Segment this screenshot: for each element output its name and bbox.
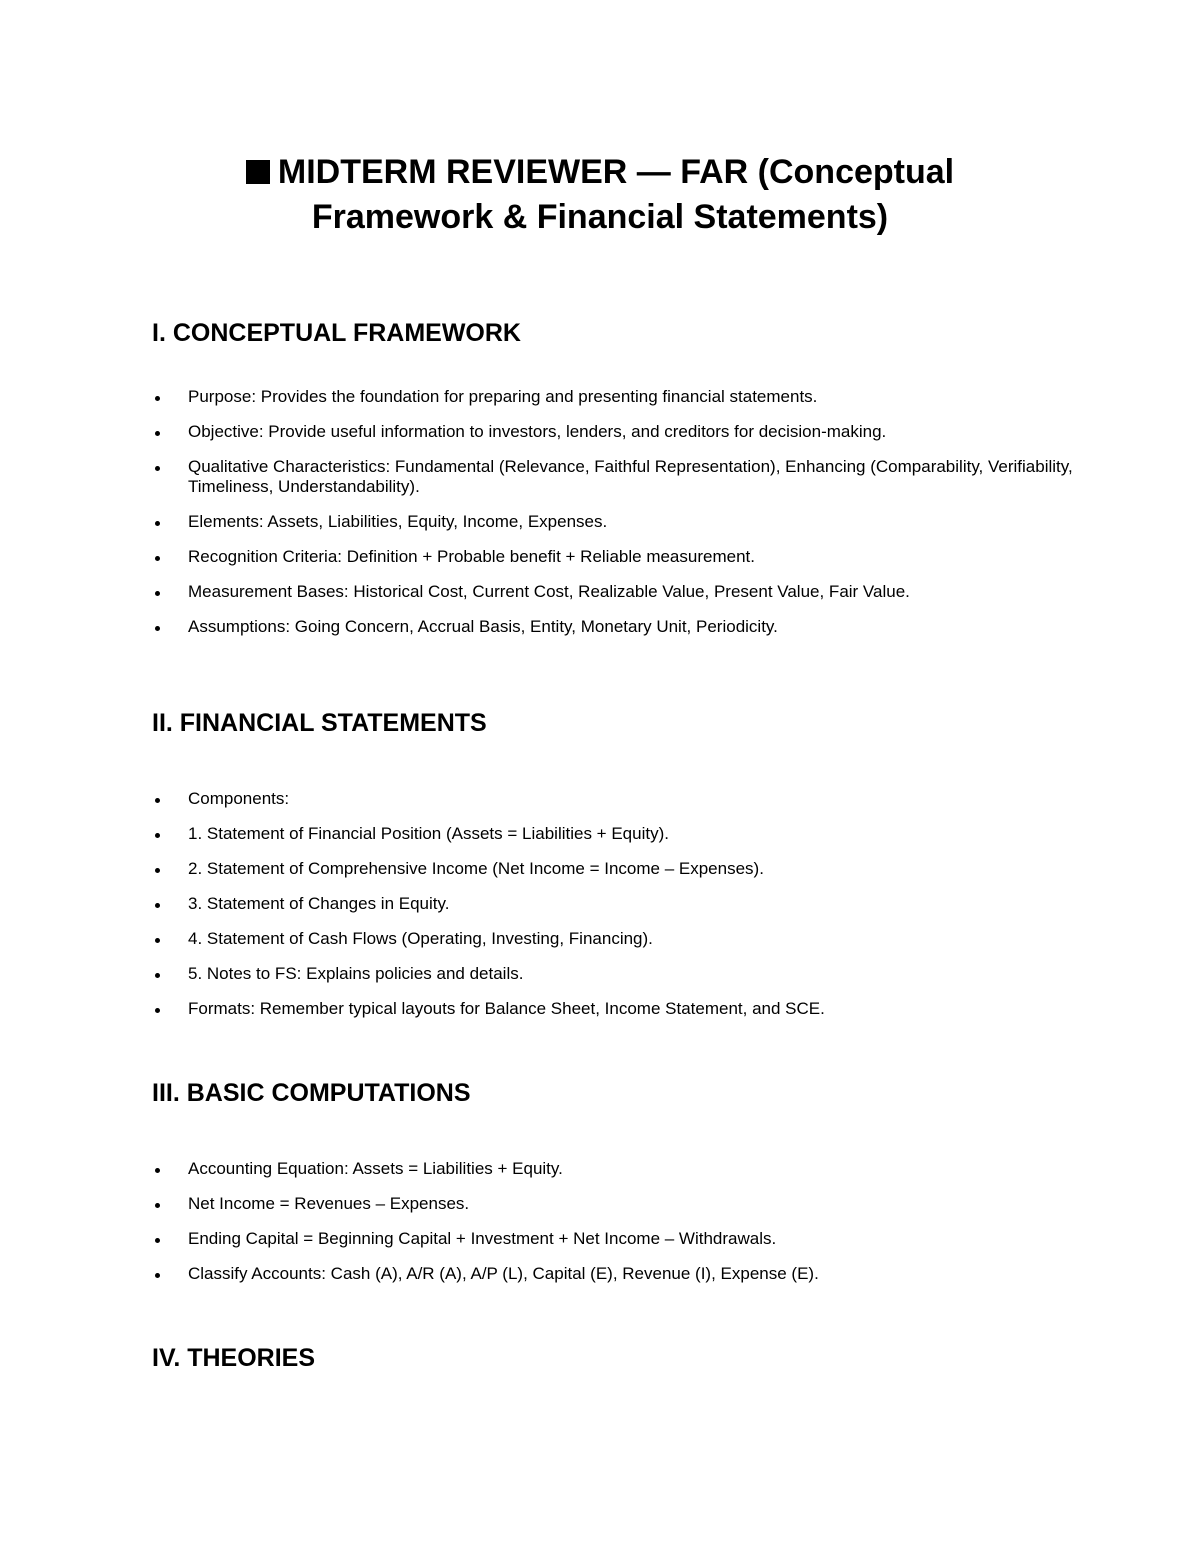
bullet-icon: [155, 466, 160, 471]
list-item: [152, 582, 1092, 602]
list-item: [152, 617, 1092, 637]
list-item: [152, 789, 1092, 809]
bullet-icon: [155, 626, 160, 631]
bullet-icon: [155, 973, 160, 978]
section-financial-statements: [152, 707, 1092, 1034]
bullet-icon: [155, 431, 160, 436]
section-heading: I. CONCEPTUAL FRAMEWORK: [152, 319, 521, 347]
bullet-list: [152, 387, 1092, 637]
bullet-icon: [155, 938, 160, 943]
list-item: [152, 1229, 1092, 1249]
bullet-icon: [155, 1203, 160, 1208]
list-item: [152, 422, 1092, 442]
list-item-text: Objective: Provide useful information to investors, lenders, and creditors for decision-making.: [188, 422, 887, 441]
list-item: [152, 824, 1092, 844]
list-item: [152, 964, 1092, 984]
bullet-icon: [155, 1238, 160, 1243]
list-item-text: Qualitative Characteristics: Fundamental (Relevance, Faithful Representation), Enhancing (Comparability, Verifiability, Timeliness, Understandability).: [188, 457, 1073, 496]
bullet-list: [152, 789, 1092, 1019]
title-line-2: Framework & Financial Statements): [311, 198, 889, 236]
bullet-list: [152, 1159, 1092, 1284]
list-item-text: Net Income = Revenues – Expenses.: [188, 1194, 470, 1213]
list-item: [152, 1264, 1092, 1284]
list-item-text: Recognition Criteria: Definition + Probable benefit + Reliable measurement.: [188, 547, 755, 566]
document-title: [0, 150, 1200, 240]
list-item-text: Assumptions: Going Concern, Accrual Basis, Entity, Monetary Unit, Periodicity.: [188, 617, 778, 636]
section-theories: [152, 1342, 1092, 1374]
list-item: [152, 547, 1092, 567]
bullet-icon: [155, 798, 160, 803]
list-item-text: 1. Statement of Financial Position (Assets = Liabilities + Equity).: [188, 824, 669, 843]
bullet-icon: [155, 903, 160, 908]
bullet-icon: [155, 1273, 160, 1278]
list-item-text: Measurement Bases: Historical Cost, Current Cost, Realizable Value, Present Value, Fair Value.: [188, 582, 910, 601]
title-line-1: MIDTERM REVIEWER — FAR (Conceptual: [277, 153, 955, 191]
list-item-text: 3. Statement of Changes in Equity.: [188, 894, 450, 913]
list-item: [152, 512, 1092, 532]
list-item: [152, 1194, 1092, 1214]
list-item-text: Formats: Remember typical layouts for Balance Sheet, Income Statement, and SCE.: [188, 999, 825, 1018]
black-square-icon: [246, 160, 270, 184]
list-item-text: Components:: [188, 789, 290, 808]
section-conceptual-framework: [152, 317, 1092, 652]
bullet-icon: [155, 1008, 160, 1013]
bullet-icon: [155, 396, 160, 401]
list-item-text: Classify Accounts: Cash (A), A/R (A), A/P (L), Capital (E), Revenue (I), Expense (E).: [188, 1264, 819, 1283]
section-heading: IV. THEORIES: [152, 1344, 316, 1372]
bullet-icon: [155, 521, 160, 526]
list-item: [152, 999, 1092, 1019]
bullet-icon: [155, 868, 160, 873]
list-item: [152, 387, 1092, 407]
list-item-text: Accounting Equation: Assets = Liabilities + Equity.: [188, 1159, 563, 1178]
list-item-text: 4. Statement of Cash Flows (Operating, Investing, Financing).: [188, 929, 653, 948]
section-heading: II. FINANCIAL STATEMENTS: [152, 709, 487, 737]
list-item: [152, 859, 1092, 879]
list-item-text: Ending Capital = Beginning Capital + Investment + Net Income – Withdrawals.: [188, 1229, 777, 1248]
bullet-icon: [155, 1168, 160, 1173]
list-item: [152, 894, 1092, 914]
list-item-text: 2. Statement of Comprehensive Income (Net Income = Income – Expenses).: [188, 859, 764, 878]
bullet-icon: [155, 556, 160, 561]
section-heading: III. BASIC COMPUTATIONS: [152, 1079, 471, 1107]
bullet-icon: [155, 591, 160, 596]
bullet-icon: [155, 833, 160, 838]
list-item: [152, 1159, 1092, 1179]
list-item: [152, 929, 1092, 949]
list-item: [152, 457, 1092, 497]
list-item-text: Purpose: Provides the foundation for preparing and presenting financial statements.: [188, 387, 818, 406]
list-item-text: Elements: Assets, Liabilities, Equity, Income, Expenses.: [188, 512, 608, 531]
list-item-text: 5. Notes to FS: Explains policies and details.: [188, 964, 524, 983]
section-basic-computations: [152, 1077, 1092, 1299]
